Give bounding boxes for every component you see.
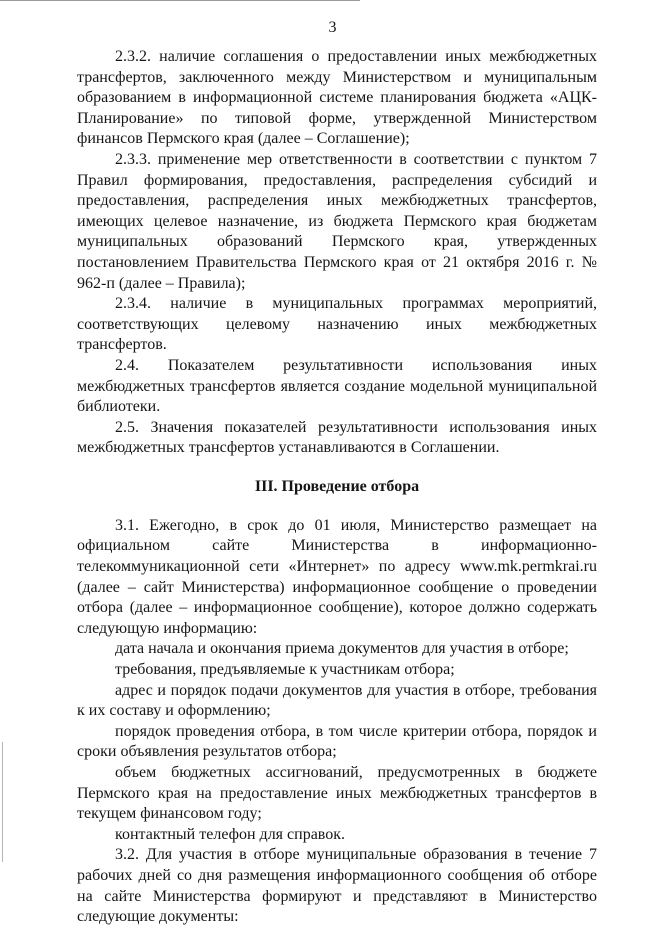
- paragraph-3-1: 3.1. Ежегодно, в срок до 01 июля, Министерство размещает на официальном сайте Министерства в информационно-телекоммуникационной сети «Интернет» по адресу www.mk.permkrai.ru (далее – сайт Министерства) информационное сообщение о проведении отбора (далее – информационное сообщение), которое должно содержать следующую информацию:: [77, 516, 597, 637]
- document-body: [77, 47, 597, 928]
- paragraph-2-3-3: 2.3.3. применение мер ответственности в соответствии с пунктом 7 Правил формирования, предоставления, распределения субсидий и предоставления, распределения иных межбюджетных трансфертов, имеющих целевое назначение, из бюджета Пермского края бюджетам муниципальных образований Пермского края, утвержденных постановлением Правительства Пермского края от 21 октября 2016 г. № 962-п (далее – Правила);: [77, 150, 597, 292]
- top-edge-rule: [0, 0, 360, 1]
- paragraph-3-2: 3.2. Для участия в отборе муниципальные образования в течение 7 рабочих дней со дня размещения информационного сообщения об отборе на сайте Министерства формируют и представляют в Министерство следующие документы:: [77, 846, 597, 926]
- scan-edge-line: [2, 742, 3, 862]
- footer-dotted-mark: [415, 899, 467, 901]
- info-item: дата начала и окончания приема документов для участия в отборе;: [115, 640, 569, 658]
- paragraph-2-3-4: 2.3.4. наличие в муниципальных программах мероприятий, соответствующих целевому назначению иных межбюджетных трансфертов.: [77, 295, 597, 354]
- info-item: объем бюджетных ассигнований, предусмотренных в бюджете Пермского края на предоставление иных межбюджетных трансфертов в текущем финансовом году;: [77, 764, 597, 823]
- paragraph-2-4: 2.4. Показателем результативности использования иных межбюджетных трансфертов является создание модельной муниципальной библиотеки.: [77, 356, 597, 416]
- info-item: требования, предъявляемые к участникам отбора;: [115, 661, 455, 679]
- info-item: адрес и порядок подачи документов для участия в отборе, требования к их составу и оформлению;: [77, 681, 597, 720]
- page-number: 3: [328, 19, 337, 36]
- section-heading: III. Проведение отбора: [254, 477, 420, 495]
- info-item: порядок проведения отбора, в том числе критерии отбора, порядок и сроки объявления результатов отбора;: [77, 722, 597, 761]
- paragraph-2-3-2: 2.3.2. наличие соглашения о предоставлении иных межбюджетных трансфертов, заключенного между Министерством и муниципальным образованием в информационной системе планирования бюджета «АЦК-Планирование» по типовой форме, утвержденной Министерством финансов Пермского края (далее – Соглашение);: [77, 48, 597, 148]
- paragraph-2-5: 2.5. Значения показателей результативности использования иных межбюджетных трансфертов устанавливаются в Соглашении.: [77, 418, 597, 457]
- info-item: контактный телефон для справок.: [115, 825, 346, 843]
